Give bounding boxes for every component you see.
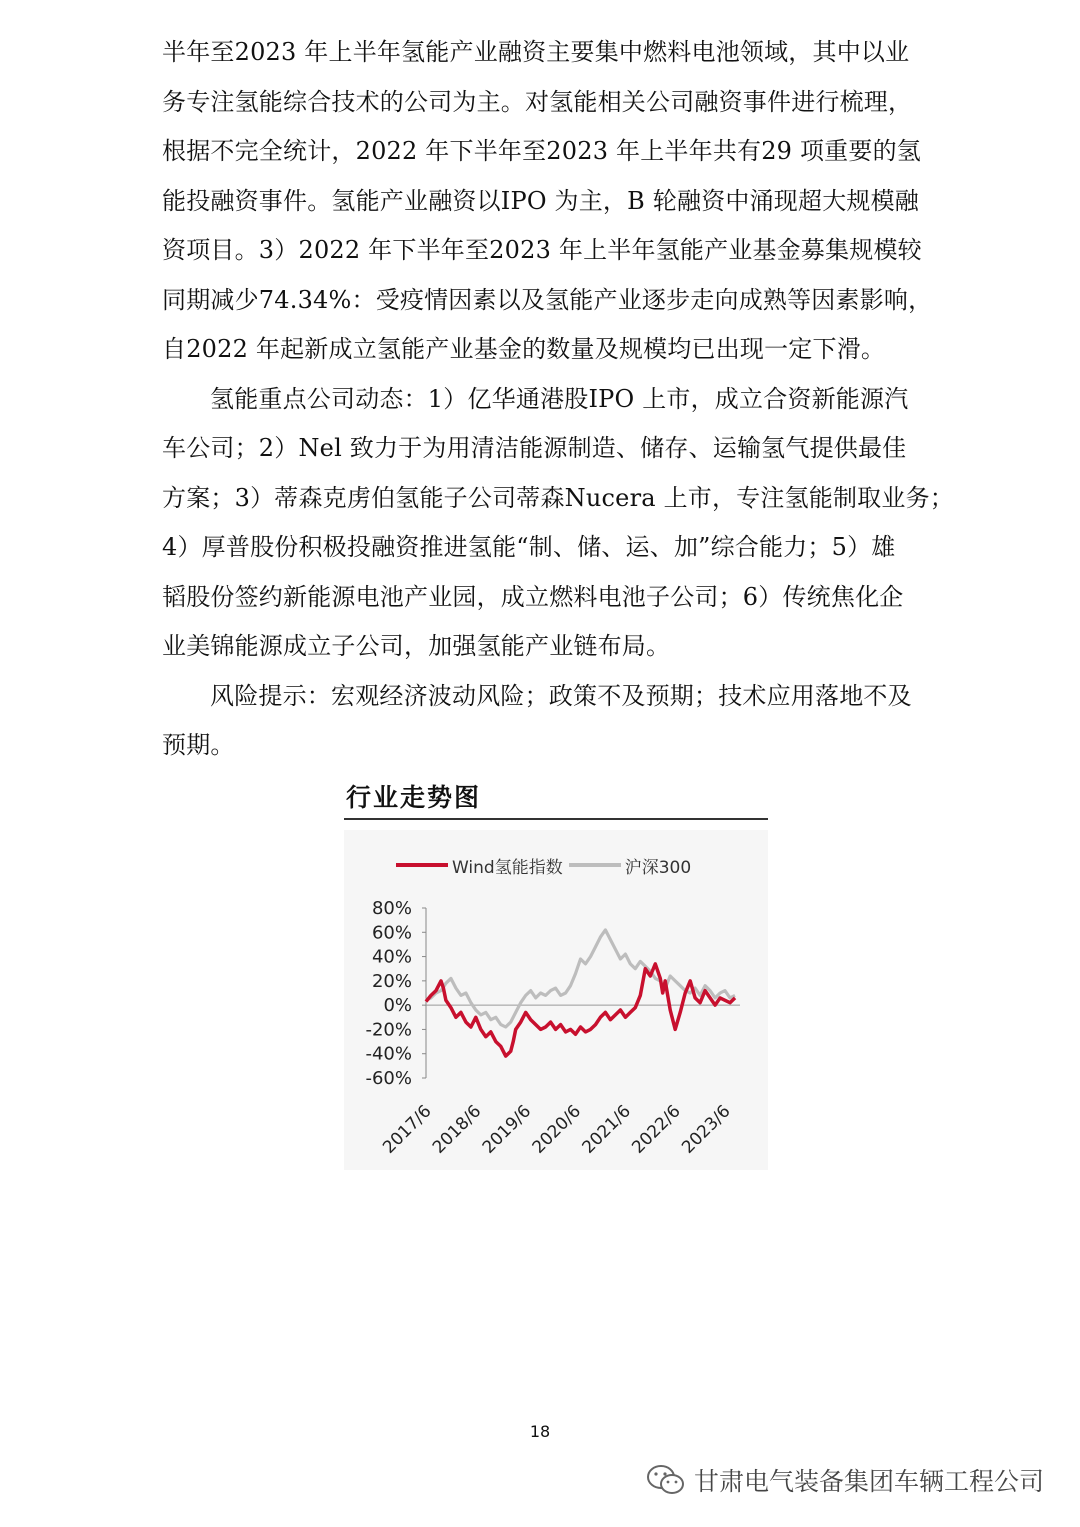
chart-title: 行业走势图 bbox=[346, 783, 482, 812]
wechat-icon bbox=[646, 1463, 686, 1497]
paragraph-line: 能投融资事件。氢能产业融资以IPO 为主，B 轮融资中涌现超大规模融 bbox=[162, 186, 919, 215]
paragraph-line: 资项目。3）2022 年下半年至2023 年上半年氢能产业基金募集规模较 bbox=[162, 236, 922, 264]
y-tick-label: 40% bbox=[371, 946, 412, 968]
y-tick-label: -60% bbox=[365, 1068, 412, 1089]
paragraph-line: 务专注氢能综合技术的公司为主。对氢能相关公司融资事件进行梳理， bbox=[162, 87, 913, 116]
paragraph-line: 预期。 bbox=[162, 731, 235, 759]
series-line-hs300 bbox=[426, 930, 735, 1027]
paragraph-line: 半年至2023 年上半年氢能产业融资主要集中燃料电池领域，其中以业 bbox=[162, 38, 910, 66]
y-tick-label: 0% bbox=[383, 995, 412, 1017]
paragraph-line: 方案；3）蒂森克虏伯氢能子公司蒂森Nucera 上市，专注氢能制取业务； bbox=[162, 483, 954, 512]
watermark bbox=[646, 1462, 1044, 1498]
legend-label-hs300: 沪深300 bbox=[624, 857, 692, 878]
x-tick-label: 2019/6 bbox=[478, 1101, 536, 1158]
paragraph-line: 氢能重点公司动态：1）亿华通港股IPO 上市，成立合资新能源汽 bbox=[210, 384, 909, 413]
paragraph-line: 车公司；2）Nel 致力于为用清洁能源制造、储存、运输氢气提供最佳 bbox=[162, 434, 907, 462]
page-number: 18 bbox=[529, 1422, 551, 1441]
paragraph-line: 韬股份签约新能源电池产业园，成立燃料电池子公司；6）传统焦化企 bbox=[162, 582, 904, 611]
body-text bbox=[162, 28, 962, 771]
y-tick-label: -40% bbox=[365, 1043, 412, 1065]
y-tick-label: 80% bbox=[371, 898, 412, 919]
paragraph-line: 4）厚普股份积极投融资推进氢能“制、储、运、加”综合能力；5）雄 bbox=[162, 533, 896, 561]
paragraph-line: 业美锦能源成立子公司，加强氢能产业链布局。 bbox=[162, 632, 671, 660]
series-line-hydrogen bbox=[426, 964, 735, 1056]
legend-label-hydrogen: Wind氢能指数 bbox=[452, 857, 563, 878]
x-tick-label: 2018/6 bbox=[428, 1101, 486, 1158]
x-tick-label: 2022/6 bbox=[628, 1101, 685, 1158]
y-tick-label: -20% bbox=[365, 1019, 412, 1041]
y-tick-label: 60% bbox=[371, 922, 412, 944]
paragraph-line: 自2022 年起新成立氢能产业基金的数量及规模均已出现一定下滑。 bbox=[162, 335, 886, 363]
paragraph-line: 根据不完全统计，2022 年下半年至2023 年上半年共有29 项重要的氢 bbox=[162, 137, 921, 165]
y-tick-label: 20% bbox=[371, 970, 412, 992]
x-tick-label: 2017/6 bbox=[379, 1101, 436, 1158]
paragraph-line: 同期减少74.34%：受疫情因素以及氢能产业逐步走向成熟等因素影响， bbox=[162, 285, 933, 314]
x-tick-label: 2020/6 bbox=[528, 1101, 586, 1158]
watermark-text: 甘肃电气装备集团车辆工程公司 bbox=[693, 1467, 1044, 1496]
industry-trend-chart bbox=[340, 772, 770, 1172]
paragraph-line: 风险提示：宏观经济波动风险；政策不及预期；技术应用落地不及 bbox=[210, 681, 912, 710]
x-tick-label: 2021/6 bbox=[578, 1101, 635, 1158]
x-tick-label: 2023/6 bbox=[678, 1101, 735, 1158]
chart-plot bbox=[340, 772, 770, 1172]
